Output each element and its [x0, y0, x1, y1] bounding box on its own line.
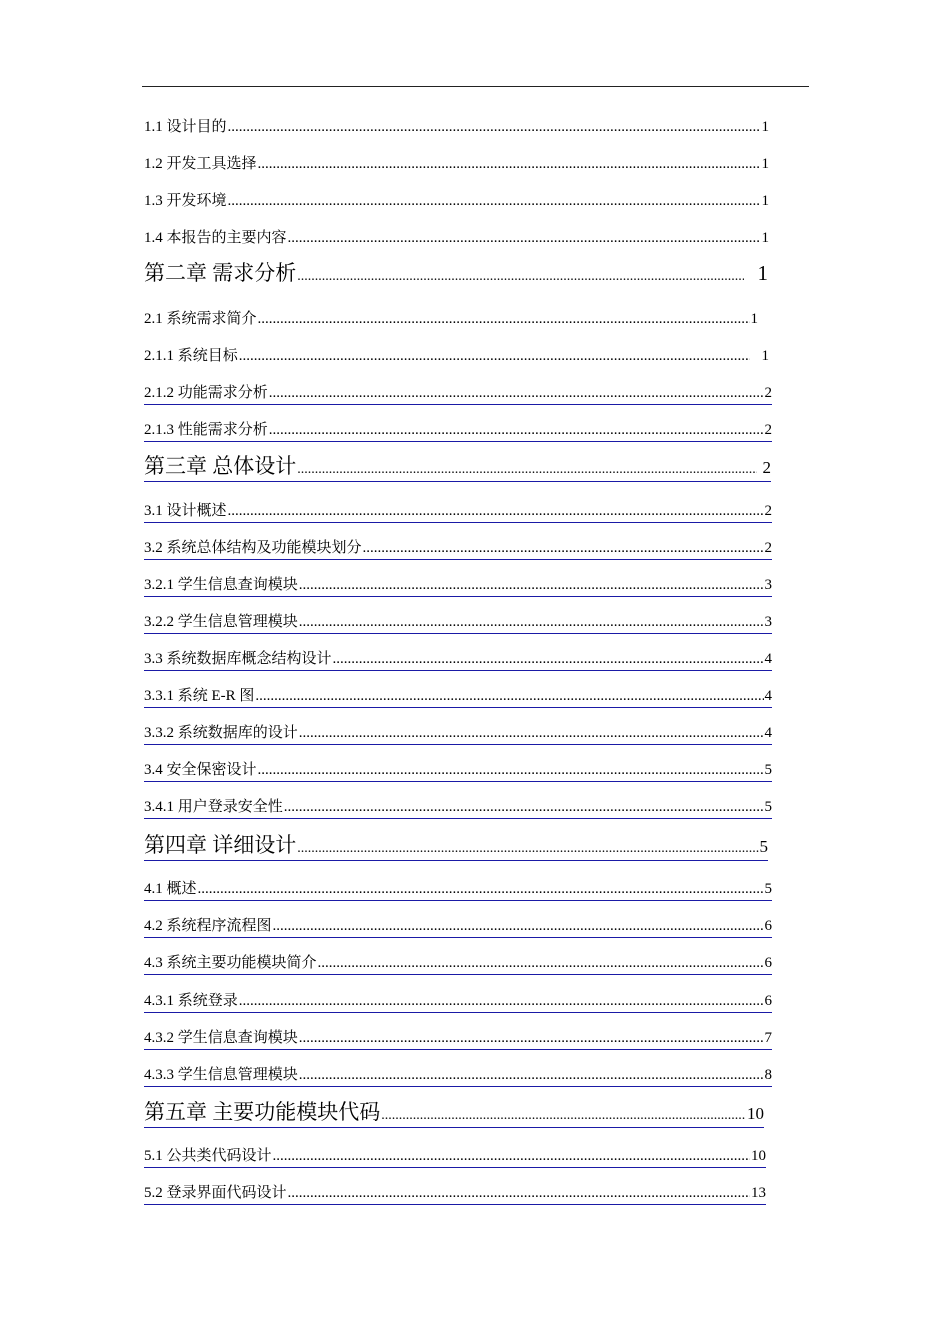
- toc-entry-label: 3.2.1 学生信息查询模块: [144, 577, 298, 593]
- toc-leader-dots: [288, 1182, 750, 1204]
- toc-entry-label: 1.3 开发环境: [144, 193, 227, 209]
- toc-leader-dots: [198, 878, 764, 900]
- toc-leader-dots: [228, 500, 764, 522]
- toc-entry-page: 10: [751, 1148, 766, 1164]
- toc-leader-dots: [299, 611, 764, 633]
- toc-entry-page: 6: [764, 993, 772, 1009]
- toc-entry-page: 1: [750, 311, 758, 327]
- toc-leader-dots: [318, 952, 764, 974]
- toc-entry-label: 3.3 系统数据库概念结构设计: [144, 651, 332, 667]
- toc-entry-label: 4.3.3 学生信息管理模块: [144, 1067, 298, 1083]
- toc-leader-dots: [299, 1027, 764, 1049]
- toc-entry-label: 3.3.2 系统数据库的设计: [144, 725, 298, 741]
- toc-entry-2-1-2[interactable]: [144, 382, 772, 405]
- toc-entry-page: 3: [764, 577, 772, 593]
- toc-leader-dots: [297, 455, 756, 485]
- toc-entry-page: 6: [764, 918, 772, 934]
- toc-entry-4-3-2[interactable]: [144, 1027, 772, 1050]
- toc-leader-dots: [297, 262, 743, 292]
- toc-entry-page: 1: [761, 119, 769, 135]
- toc-entry-page: 10: [747, 1104, 764, 1123]
- toc-entry-3-1[interactable]: [144, 500, 772, 523]
- toc-entry-page: 2: [764, 385, 772, 401]
- toc-leader-dots: [299, 1064, 764, 1086]
- toc-leader-dots: [228, 116, 761, 138]
- toc-leader-dots: [255, 685, 763, 707]
- toc-entry-page: 4: [764, 688, 772, 704]
- toc-leader-dots: [228, 190, 761, 212]
- toc-entry-page: 4: [764, 725, 772, 741]
- toc-leader-dots: [297, 834, 758, 864]
- toc-entry-page: 4: [764, 651, 772, 667]
- toc-entry-2-1-1[interactable]: [144, 345, 769, 367]
- toc-entry-label: 3.4 安全保密设计: [144, 762, 257, 778]
- toc-entry-label: 第四章 详细设计: [144, 833, 297, 857]
- toc-entry-3-3-1[interactable]: [144, 685, 772, 708]
- toc-leader-dots: [258, 308, 750, 330]
- toc-leader-dots: [258, 153, 761, 175]
- toc-entry-label: 1.1 设计目的: [144, 119, 227, 135]
- toc-entry-page: 1: [757, 261, 768, 285]
- toc-leader-dots: [239, 990, 764, 1012]
- toc-leader-dots: [288, 227, 761, 249]
- toc-entry-label: 1.2 开发工具选择: [144, 156, 257, 172]
- toc-entry-4-3-3[interactable]: [144, 1064, 772, 1087]
- toc-entry-label: 4.2 系统程序流程图: [144, 918, 272, 934]
- toc-leader-dots: [258, 759, 764, 781]
- toc-entry-label: 4.3.2 学生信息查询模块: [144, 1030, 298, 1046]
- toc-leader-dots: [269, 382, 764, 404]
- toc-leader-dots: [284, 796, 764, 818]
- toc-entry-label: 3.2.2 学生信息管理模块: [144, 614, 298, 630]
- toc-leader-dots: [269, 419, 764, 441]
- toc-chapter-2[interactable]: [144, 258, 768, 288]
- toc-entry-4-3[interactable]: [144, 952, 772, 975]
- toc-entry-5-2[interactable]: [144, 1182, 766, 1205]
- toc-entry-1-3[interactable]: [144, 190, 769, 212]
- toc-leader-dots: [363, 537, 764, 559]
- toc-entry-page: 2: [764, 503, 772, 519]
- toc-entry-2-1[interactable]: [144, 308, 758, 330]
- toc-entry-page: 13: [751, 1185, 766, 1201]
- toc-entry-label: 第三章 总体设计: [144, 454, 297, 478]
- toc-leader-dots: [273, 915, 764, 937]
- toc-entry-page: 2: [762, 458, 771, 477]
- toc-entry-page: 5: [764, 762, 772, 778]
- toc-leader-dots: [299, 574, 764, 596]
- toc-entry-4-2[interactable]: [144, 915, 772, 938]
- toc-entry-1-4[interactable]: [144, 227, 769, 249]
- toc-entry-label: 4.3 系统主要功能模块简介: [144, 955, 317, 971]
- toc-entry-3-3-2[interactable]: [144, 722, 772, 745]
- toc-entry-label: 1.4 本报告的主要内容: [144, 230, 287, 246]
- toc-entry-2-1-3[interactable]: [144, 419, 772, 442]
- toc-leader-dots: [299, 722, 764, 744]
- toc-entry-label: 5.2 登录界面代码设计: [144, 1185, 287, 1201]
- toc-entry-page: 7: [764, 1030, 772, 1046]
- toc-entry-label: 5.1 公共类代码设计: [144, 1148, 272, 1164]
- toc-entry-page: 2: [764, 540, 772, 556]
- toc-entry-label: 4.1 概述: [144, 881, 197, 897]
- toc-entry-label: 3.1 设计概述: [144, 503, 227, 519]
- toc-entry-page: 1: [761, 193, 769, 209]
- toc-entry-label: 第五章 主要功能模块代码: [144, 1100, 381, 1124]
- toc-entry-1-2[interactable]: [144, 153, 769, 175]
- toc-entry-page: 6: [764, 955, 772, 971]
- toc-entry-label: 4.3.1 系统登录: [144, 993, 238, 1009]
- toc-entry-page: 8: [764, 1067, 772, 1083]
- toc-entry-page: 5: [764, 881, 772, 897]
- toc-entry-page: 2: [764, 422, 772, 438]
- toc-entry-page: 5: [759, 837, 768, 856]
- toc-leader-dots: [381, 1101, 746, 1131]
- toc-leader-dots: [333, 648, 764, 670]
- toc-entry-4-1[interactable]: [144, 878, 772, 901]
- toc-entry-page: 1: [761, 156, 769, 172]
- toc-entry-label: 2.1.3 性能需求分析: [144, 422, 268, 438]
- toc-entry-label: 3.2 系统总体结构及功能模块划分: [144, 540, 362, 556]
- toc-entry-3-4[interactable]: [144, 759, 772, 782]
- toc-entry-label: 3.3.1 系统 E-R 图: [144, 688, 255, 704]
- toc-entry-label: 3.4.1 用户登录安全性: [144, 799, 283, 815]
- toc-entry-page: 1: [761, 230, 769, 246]
- toc-entry-label: 2.1 系统需求简介: [144, 311, 257, 327]
- toc-entry-label: 第二章 需求分析: [144, 261, 297, 285]
- toc-entry-page: 1: [761, 348, 769, 364]
- toc-leader-dots: [273, 1145, 750, 1167]
- toc-entry-3-2-1[interactable]: [144, 574, 772, 597]
- toc-entry-page: 5: [764, 799, 772, 815]
- toc-entry-3-2-2[interactable]: [144, 611, 772, 634]
- toc-entry-page: 3: [764, 614, 772, 630]
- toc-chapter-3[interactable]: [144, 451, 771, 482]
- toc-chapter-5[interactable]: [144, 1097, 764, 1128]
- toc-entry-3-4-1[interactable]: [144, 796, 772, 819]
- toc-entry-1-1[interactable]: [144, 116, 769, 138]
- toc-chapter-4[interactable]: [144, 830, 768, 861]
- toc-entry-3-3[interactable]: [144, 648, 772, 671]
- toc-entry-4-3-1[interactable]: [144, 990, 772, 1013]
- toc-entry-3-2[interactable]: [144, 537, 772, 560]
- toc-entry-label: 2.1.2 功能需求分析: [144, 385, 268, 401]
- toc-entry-label: 2.1.1 系统目标: [144, 348, 238, 364]
- toc-entry-5-1[interactable]: [144, 1145, 766, 1168]
- toc-leader-dots: [239, 345, 750, 367]
